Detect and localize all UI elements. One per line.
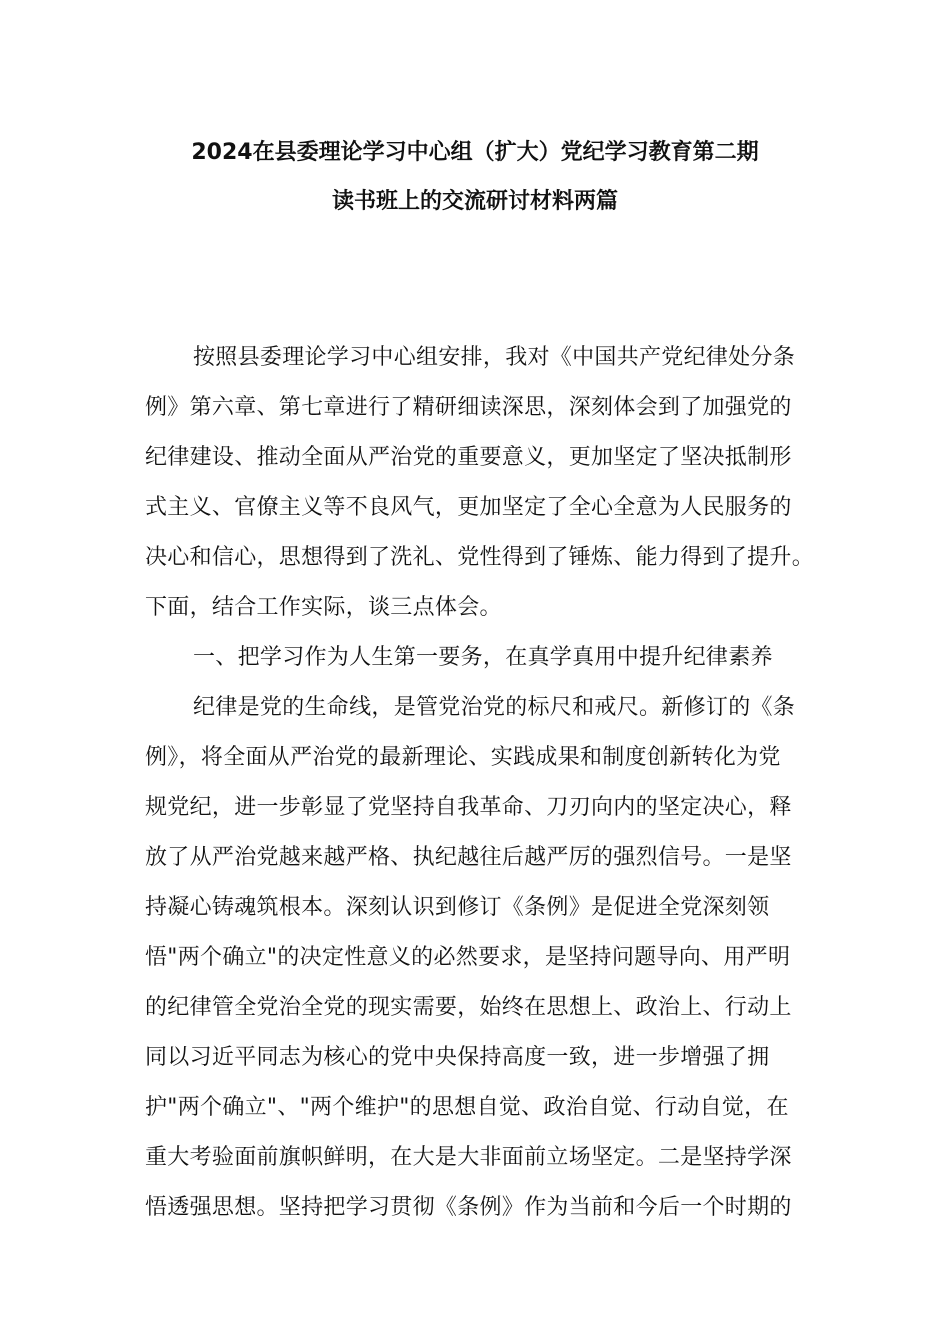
body-line: 按照县委理论学习中心组安排，我对《中国共产党纪律处分条 [193, 345, 796, 370]
body-line: 重大考验面前旗帜鲜明，在大是大非面前立场坚定。二是坚持学深 [145, 1145, 792, 1170]
section-heading: 一、把学习作为人生第一要务，在真学真用中提升纪律素养 [193, 645, 773, 670]
body-line: 决心和信心，思想得到了洗礼、党性得到了锤炼、能力得到了提升。 [145, 545, 815, 570]
body-line: 规党纪，进一步彰显了党坚持自我革命、刀刃向内的坚定决心，释 [145, 795, 792, 820]
body-line: 持凝心铸魂筑根本。深刻认识到修订《条例》是促进全党深刻领 [145, 895, 770, 920]
document-body [145, 333, 815, 1233]
body-line: 护"两个确立"、"两个维护"的思想自觉、政治自觉、行动自觉，在 [145, 1095, 789, 1120]
body-line: 放了从严治党越来越严格、执纪越往后越严厉的强烈信号。一是坚 [145, 845, 792, 870]
body-line: 纪律建设、推动全面从严治党的重要意义，更加坚定了坚决抵制形 [145, 445, 792, 470]
body-line: 纪律是党的生命线，是管党治党的标尺和戒尺。新修订的《条 [193, 695, 796, 720]
document-title-line-1: 2024在县委理论学习中心组（扩大）党纪学习教育第二期 [191, 140, 759, 165]
body-line: 例》，将全面从严治党的最新理论、实践成果和制度创新转化为党 [145, 745, 781, 770]
document-title-line-2: 读书班上的交流研讨材料两篇 [331, 189, 618, 214]
body-line: 悟"两个确立"的决定性意义的必然要求，是坚持问题导向、用严明 [145, 945, 791, 970]
body-line: 下面，结合工作实际，谈三点体会。 [145, 595, 502, 620]
body-line: 的纪律管全党治全党的现实需要，始终在思想上、政治上、行动上 [145, 995, 792, 1020]
body-line: 同以习近平同志为核心的党中央保持高度一致，进一步增强了拥 [145, 1045, 770, 1070]
body-line: 悟透强思想。坚持把学习贯彻《条例》作为当前和今后一个时期的 [145, 1195, 792, 1220]
body-line: 例》第六章、第七章进行了精研细读深思，深刻体会到了加强党的 [145, 395, 792, 420]
body-line: 式主义、官僚主义等不良风气，更加坚定了全心全意为人民服务的 [145, 495, 792, 520]
